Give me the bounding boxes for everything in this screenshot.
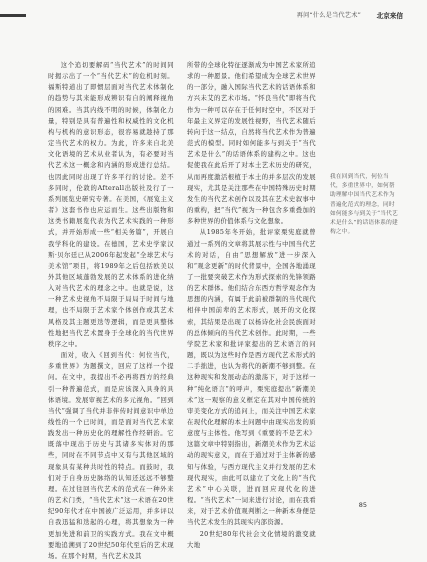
page-header [0,0,427,22]
paragraph: 20世纪80年代社会文化情境的激变就大地 [187,530,316,549]
paragraph: 这个追切要解码“当代艺术”的时间同时揭示出了一个“当代艺术”的危机时刻。福斯特道出了即惯层面对当代艺术体制化的趋势与其来能形成辨识有自的阐释视角的困难。当其内线不明的时候，体制化力量，特别是具有普遍性和权威性的文化机构与机构的意识形态，很容易就趁持了那定当代艺术的权力。为此，许多来自北美文化语境的艺术从业者认为，有必要对当代艺术这一概念和内涵的形成进行总结。也因此同时出现了许多平行的讨论。差不多同时，伦敦的Afterall出版社及行了一系列展览史研究专著。在美国，《展览主义者》这套书作也应运而生。这些出版物和这类书籍展览代表为代艺术实践的一种形式，并开始形成一些“相关务篇”，开展自我学科化的建设。在德国，艺术史学家汉斯·贝尔廷已从2006年起发起“全球艺术与美术馆”项目，将1989年之后包括欧美以外其他区域蓬勃发展的艺术体系的进化纳入对当代艺术的理念之中。也就是说，这一种艺术史视角不局限于局局于时间与地理，也不局限于艺术家个体创作或其艺术风格及其主题更迭等逻辑，而是更具整体性地把当代艺术置身于全球化的当代世界秩序之中。 [48,62,174,348]
paragraph: 从1985年冬开始，批评家栗宪庭就曾通过一系列的文章将其展示性与中国当代艺术的对话，自由“思想解放”进一步深入和“观念更新”的时代背景中，全国各地涌现了一批要突破艺术作为形式探索的先锋领路的艺术群体。他们结合东西方哲学观念作为思想的内涵，有属于此前被群制的当代现代相伴中国前辈的艺术形式，展开的文化探索，其结果是出现了以杨诗化社会民族面对的总体倾向的当代艺术创作。此时期，一些学院艺术家和批评家提出的艺术语言的问题，既以为这些时作是西方现代艺术形式的二手拙进，也认为将代的新潮不够到整。在这种现实和发展动态的激荡下，对于这样一种“纯化语言”的呼声，栗宪庭提出“新潮美术”这一观察的意义框定在其对中国传统的审美变化方式的追问上，而关注中国艺术家在现代化理解的本土问题中由现实出发的质意度与主体性。他写到《重要的不是艺术》这篇文章中特别指出，新潮美术作为艺术运动的现实意义，而在于通过对于主体新的感知与体验，与西方现代主义并行发展的艺术现代现实，由此可以建立了文化上的“当代艺术”中心关联，进而回应现代化的进程。“当代艺术”一词来进行讨论，而在我看来，对于艺术价值观判断之一种新本身便是当代艺术发生的其现实内部资源。 [187,229,316,527]
section-label: 北京来信 [376,11,403,20]
paragraph: 所带的全球化特征逐渐成为中国艺术家所追求的一种愿景。他们希望成为全球艺术世界的一部分，融入国际当代艺术的话语体系和方兴未艾的艺术市场。“怀良当代”即将当代作为一种可以存在于任何时空中，不区对于年最主义界定的发展性视野，当代艺术随后转向于这一结点，自然将当代艺术作为普遍范式的模型。同时如何能多与到关于“当代艺术是什么”的话语体系的建构之中。这也促使我在此后开了对本土艺术历史的研究，从而再度激活根植于本土的并多层次的发展现实，尤其是关注那些在中国特殊历史时期发生的当代艺术创作以及其在艺术史叙事中的重构，把“当代”视为一种包含多重叠加的多种世界的价值体系与文化想象。 [187,62,316,226]
header-accent-bar [0,14,26,17]
paragraph: 面对，收入《回到当代：何位当代，多重世界》为题撰文，回应了这样一个提问。在文中，我提出不必再将西方的经典引一种普遍范式，而是应该深入具身的具体语境。发展审视艺术的多元视角。“回到当代”强调了当代并非伴传时间意识中单边线性的一个已时间，而是面对当代艺术家践发出一种历史化的理解性作经研治。它既落中现出于历史与其诸多实体对的那些，同时在不同节点中又有与其他区域的现象具有某种共时性的特点。而鼓时，我们对于自身历史脉络的认知还远远不够整理。在过往回当代艺术的范式在一种外来的艺术门类，“当代艺术”这一术语在20世纪90年代才在中国被广泛运用，并多评以自我迅猛和迭起的心理，将其想象为一种更加先进和前卫的实践方式。我在文中概要地追溯到了20世纪50年代至后的艺术现场。在那个时期，当代艺术及其 [48,352,174,560]
page-number: 85 [358,501,367,509]
margin-note: 我在回到当代，何位当代，多重世界中，如何帮助理解中国当代艺术作为普遍化范式的理念，同时如何能多与到关于“当代艺术是什么”的话语体系的建构之中。 [330,174,398,236]
right-column [187,60,316,551]
running-title: 再问“什么是当代艺术” [296,12,361,19]
left-column [48,60,174,562]
